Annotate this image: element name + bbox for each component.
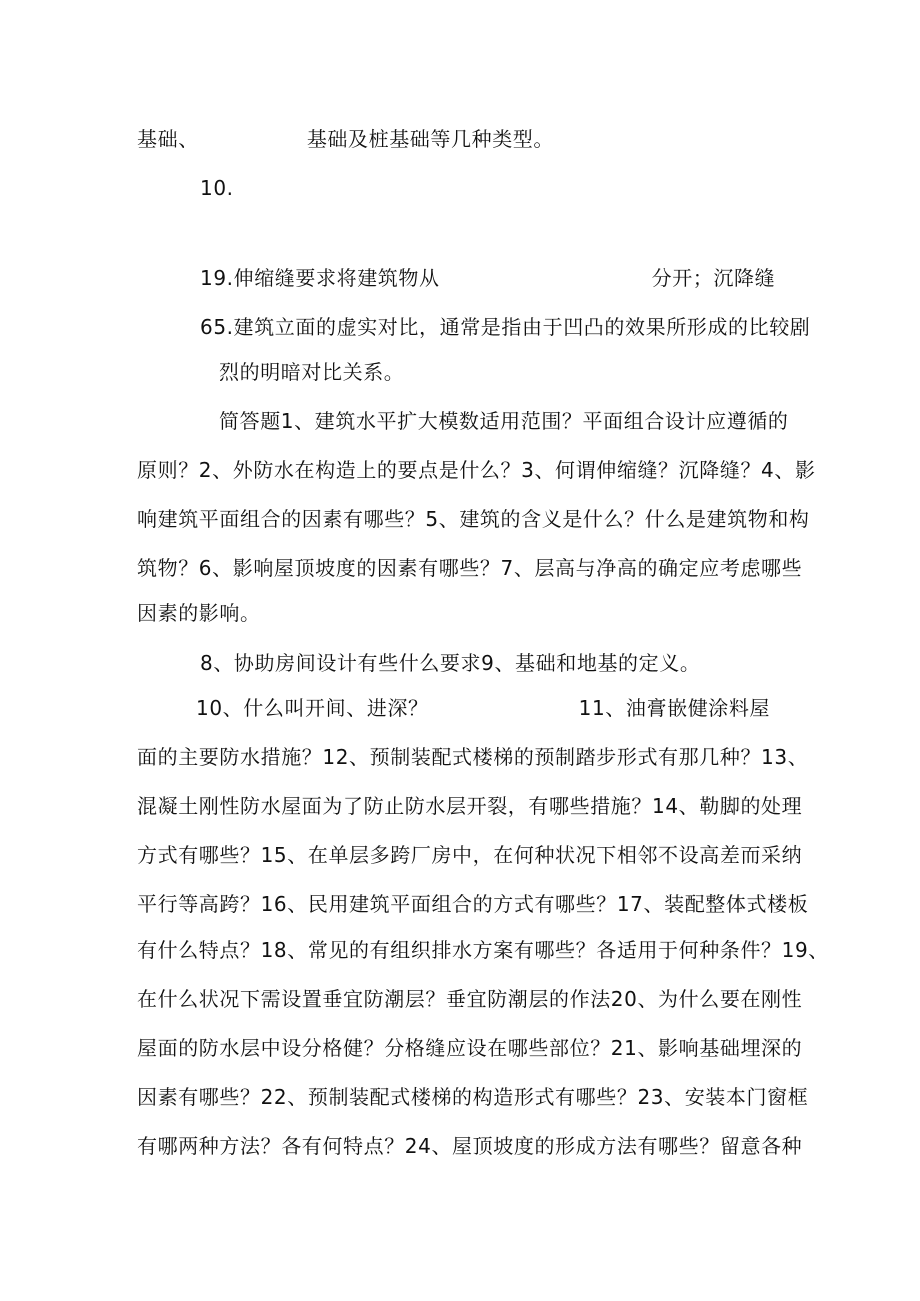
- paragraph-line: 有什么特点？18、常见的有组织排水方案有哪些？各适用于何种条件？19、: [137, 938, 829, 962]
- paragraph-line: 屋面的防水层中设分格健？分格缝应设在哪些部位？21、影响基础埋深的: [137, 1036, 803, 1060]
- text-fragment: 19.伸缩缝要求将建筑物从: [200, 266, 440, 290]
- text-fragment: 基础及桩基础等几种类型。: [306, 127, 555, 151]
- text-fragment: 基础、: [137, 127, 199, 151]
- paragraph-line: 平行等高跨？16、民用建筑平面组合的方式有哪些？17、装配整体式楼板: [137, 892, 809, 916]
- paragraph-line: 简答题1、建筑水平扩大模数适用范围？平面组合设计应遵循的: [219, 409, 789, 433]
- paragraph-line: 面的主要防水措施？12、预制装配式楼梯的预制踏步形式有那几种？13、: [137, 745, 809, 769]
- paragraph-line: 筑物？6、影响屋顶坡度的因素有哪些？7、层高与净高的确定应考虑哪些: [137, 556, 803, 580]
- paragraph-line: 因素的影响。: [137, 601, 261, 625]
- question-65-line: 65.建筑立面的虚实对比，通常是指由于凹凸的效果所形成的比较剧: [200, 315, 811, 339]
- paragraph-line: 在什么状况下需设置垂宜防潮层？垂宜防潮层的作法20、为什么要在刚性: [137, 987, 803, 1011]
- paragraph-line: 原则？2、外防水在构造上的要点是什么？3、何谓伸缩缝？沉降缝？4、影: [137, 458, 816, 482]
- text-fragment: 分开；沉降缝: [651, 266, 776, 290]
- fill-blank-foundation-types: [137, 126, 554, 152]
- question-19: [200, 265, 775, 291]
- text-fragment: 11、油膏嵌健涂料屋: [578, 696, 771, 720]
- item-number: 10.: [200, 176, 234, 200]
- paragraph-line: 因素有哪些？22、预制装配式楼梯的构造形式有哪些？23、安装本门窗框: [137, 1085, 809, 1109]
- paragraph-line: 响建筑平面组合的因素有哪些？5、建筑的含义是什么？什么是建筑物和构: [137, 507, 810, 531]
- paragraph-line: 有哪两种方法？各有何特点？24、屋顶坡度的形成方法有哪些？留意各种: [137, 1134, 803, 1158]
- question-65-line: 烈的明暗对比关系。: [219, 360, 405, 384]
- paragraph-line: 8、协助房间设计有些什么要求9、基础和地基的定义。: [200, 651, 701, 675]
- paragraph-line: 方式有哪些？15、在单层多跨厂房中，在何种状况下相邻不设高差而采纳: [137, 843, 803, 867]
- text-fragment: 10、什么叫开间、进深？: [196, 696, 429, 720]
- paragraph-line: 混凝土刚性防水屋面为了防止防水层开裂，有哪些措施？14、勒脚的处理: [137, 794, 803, 818]
- paragraph-line: [196, 695, 770, 721]
